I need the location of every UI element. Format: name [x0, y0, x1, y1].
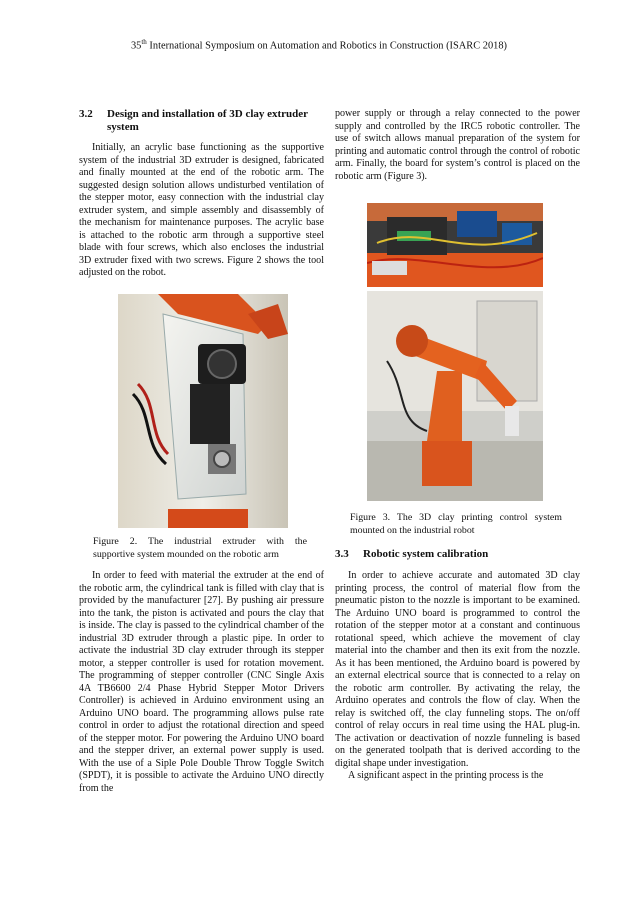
- figure-2-photo: [118, 294, 288, 528]
- running-header: 35th International Symposium on Automation and Robotics in Construction (ISARC 2018): [130, 38, 508, 52]
- figure-3-board-photo: [367, 203, 543, 287]
- figure-3-robot-photo: [367, 291, 543, 501]
- section-3-2-heading: 3.2 Design and installation of 3D clay extruder system: [79, 108, 309, 133]
- right-paragraph-1: power supply or through a relay connected to the power supply and controlled by the IRC5 robotic controller. The use of switch allows manual preparation of the system for printing and automatic control through the control of robotic arm. Finally, the board for system’s control is placed on the robotic arm (Figure 3).: [335, 108, 580, 182]
- section-3-2-paragraph-2: In order to feed with material the extruder at the end of the robotic arm, the cylindrical tank is filled with clay that is provided by the manufacturer [27]. By pushing air pressure into the tank, the piston is activated and pours the clay that is inside. The clay is passed to the cylindrical chamber of the industrial 3D extruder through a plastic pipe. In order to activate the industrial 3D clay extruder through its stepper motor, a stepper controller is used for rotation movement. The programming of stepper controller (CNC Single Axis 4A TB6600 2/4 Phase Hybrid Stepper Motor Drivers Controller) is achieved in Arduino environment using an Arduino UNO board. The programming allows pulse rate control in order to adjust the rotational direction and speed of the stepper motor. For powering the Arduino UNO board and the stepper driver, an external power supply is used. With the use of a Siple Pole Double Throw Toggle Switch (SPDT), it is possible to activate the Arduino UNO directly from the: [79, 570, 324, 794]
- section-3-3-heading: 3.3 Robotic system calibration: [335, 548, 489, 560]
- section-3-3-paragraph: In order to achieve accurate and automated 3D clay printing process, the control of material flow from the pneumatic piston to the nozzle is important to be examined. The Arduino UNO board is programmed to control the rotation of the stepper motor at a constant and continuous rotational speed, which achieve the movement of clay material into the chamber and then its exit from the nozzle. As it has been mentioned, the Arduino board is powered by an external electrical source that is connected to a relay on the robotic arm controller. By activating the relay, the Arduino operates and controls the flow of clay. When the relay is switched off, the clay funneling stops. The on/off control of relay occurs in real time using the HAL plug-in. The activation or deactivation of nozzle funneling is based on the generated toolpath that is derived according to the digital shape under investigation. A significant aspect in the printing process is the: [335, 570, 580, 781]
- section-3-2-paragraph: Initially, an acrylic base functioning as the supportive system of the industrial 3D extruder is designed, fabricated and finally mounted at the end of the robotic arm. The suggested design solution allows undisturbed ventilation of the stepper motor, easy connection with the industrial clay extruder system, and simple assembly and disassembly of the mechanism for maintenance purposes. The acrylic base is attached to the robotic arm through a supportive steel blade with four screws, which also encloses the industrial 3D extruder fixed with two screws. Figure 2 shows the tool adjusted on the robot.: [79, 142, 324, 278]
- figure-2-caption: Figure 2. The industrial extruder with the supportive system mounded on the robotic arm: [93, 536, 307, 560]
- figure-3-caption: Figure 3. The 3D clay printing control system mounted on the industrial robot: [350, 512, 562, 536]
